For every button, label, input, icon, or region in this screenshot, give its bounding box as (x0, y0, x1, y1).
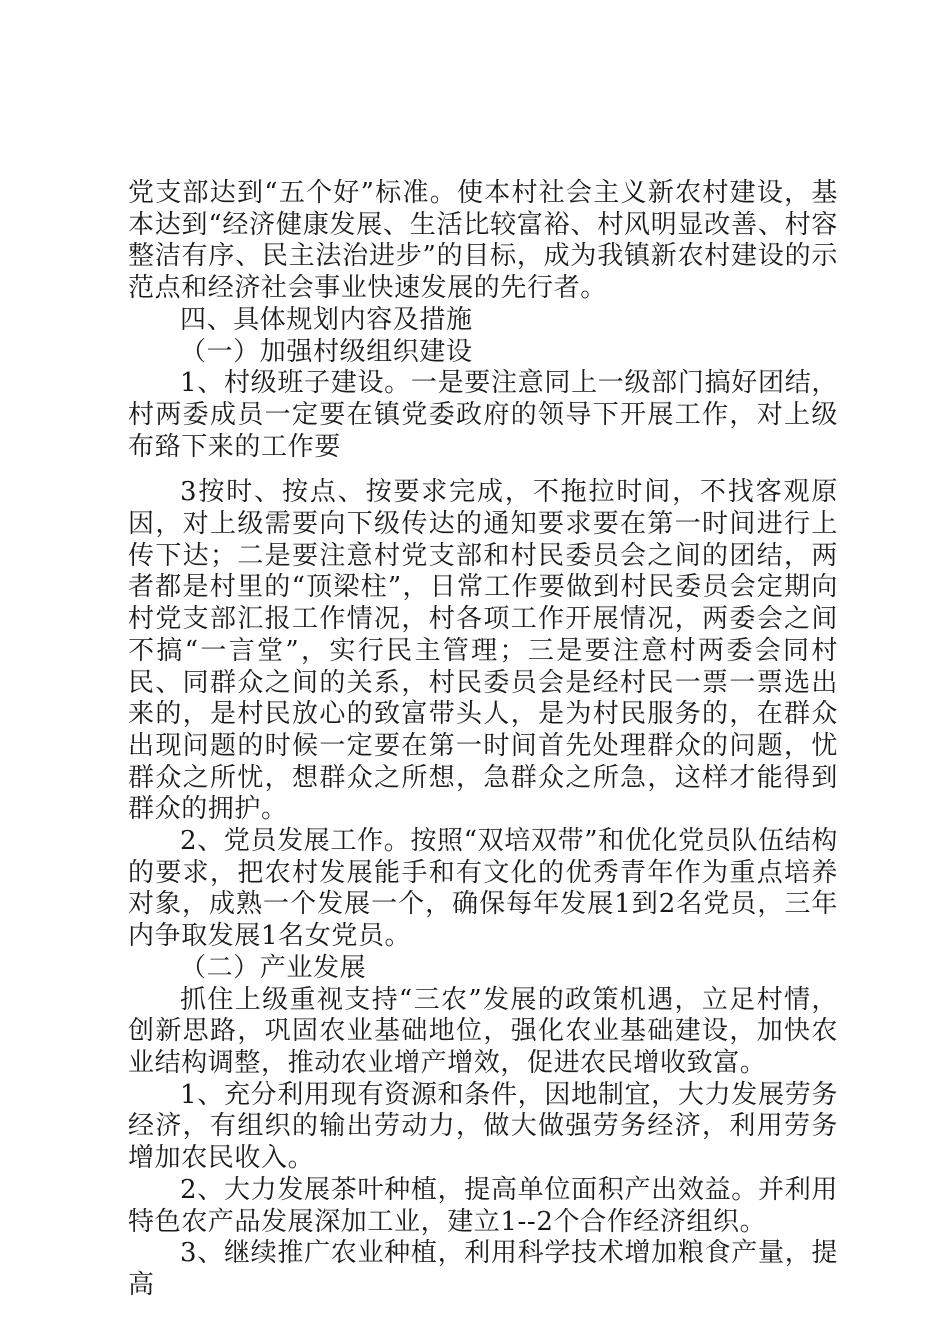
section-heading-plan-measures: 四、具体规划内容及措施 (180, 304, 473, 335)
paragraph-tea-planting: 2、大力发展茶叶种植，提高单位面积产出效益。并利用特色农产品发展深加工业，建立1--2个合作经济组织。 (128, 1174, 838, 1237)
document-body (128, 178, 838, 1302)
paragraph-industry-intro: 抓住上级重视支持“三农”发展的政策机遇，立足村情，创新思路，巩固农业基础地位，强化农业基础建设，加快农业结构调整，推动农业增产增效，促进农民增收致富。 (128, 984, 838, 1078)
subsection-heading-organization: （一）加强村级组织建设 (180, 336, 473, 367)
paragraph-labor-economy: 1、充分利用现有资源和条件，因地制宜，大力发展劳务经济，有组织的输出劳动力，做大做强劳务经济，利用劳务增加农民收入。 (128, 1079, 838, 1174)
paragraph-party-member-development: 2、党员发展工作。按照“双培双带”和优化党员队伍结构的要求，把农村发展能手和有文化的优秀青年作为重点培养对象，成熟一个发展一个，确保每年发展1到2名党员，三年内争取发展1名女党员。 (128, 826, 838, 952)
paragraph-leadership-team: 1、村级班子建设。一是要注意同上一级部门搞好团结，村两委成员一定要在镇党委政府的领导下开展工作，对上级布臵下来的工作要 (128, 368, 838, 462)
paragraph-goal-continuation: 党支部达到“五个好”标准。使本村社会主义新农村建设，基本达到“经济健康发展、生活比较富裕、村风明显改善、村容整洁有序、民主法治进步”的目标，成为我镇新农村建设的示范点和经济社会事业快速发展的先行者。 (128, 178, 838, 304)
paragraph-agriculture: 3、继续推广农业种植，利用科学技术增加粮食产量，提高 (128, 1238, 838, 1300)
paragraph-leadership-continued: 3按时、按点、按要求完成，不拖拉时间，不找客观原因，对上级需要向下级传达的通知要求要在第一时间进行上传下达；二是要注意村党支部和村民委员会之间的团结，两者都是村里的“顶梁柱”，日常工作要做到村民委员会定期向村党支部汇报工作情况，村各项工作开展情况，两委会之间不搞“一言堂”，实行民主管理；三是要注意村两委会同村民、同群众之间的关系，村民委员会是经村民一票一票选出来的，是村民放心的致富带头人，是为村民服务的，在群众出现问题的时候一定要在第一时间首先处理群众的问题，忧群众之所忧，想群众之所想，急群众之所急，这样才能得到群众的拥护。 (128, 477, 838, 825)
subsection-heading-industry: （二）产业发展 (180, 952, 367, 983)
